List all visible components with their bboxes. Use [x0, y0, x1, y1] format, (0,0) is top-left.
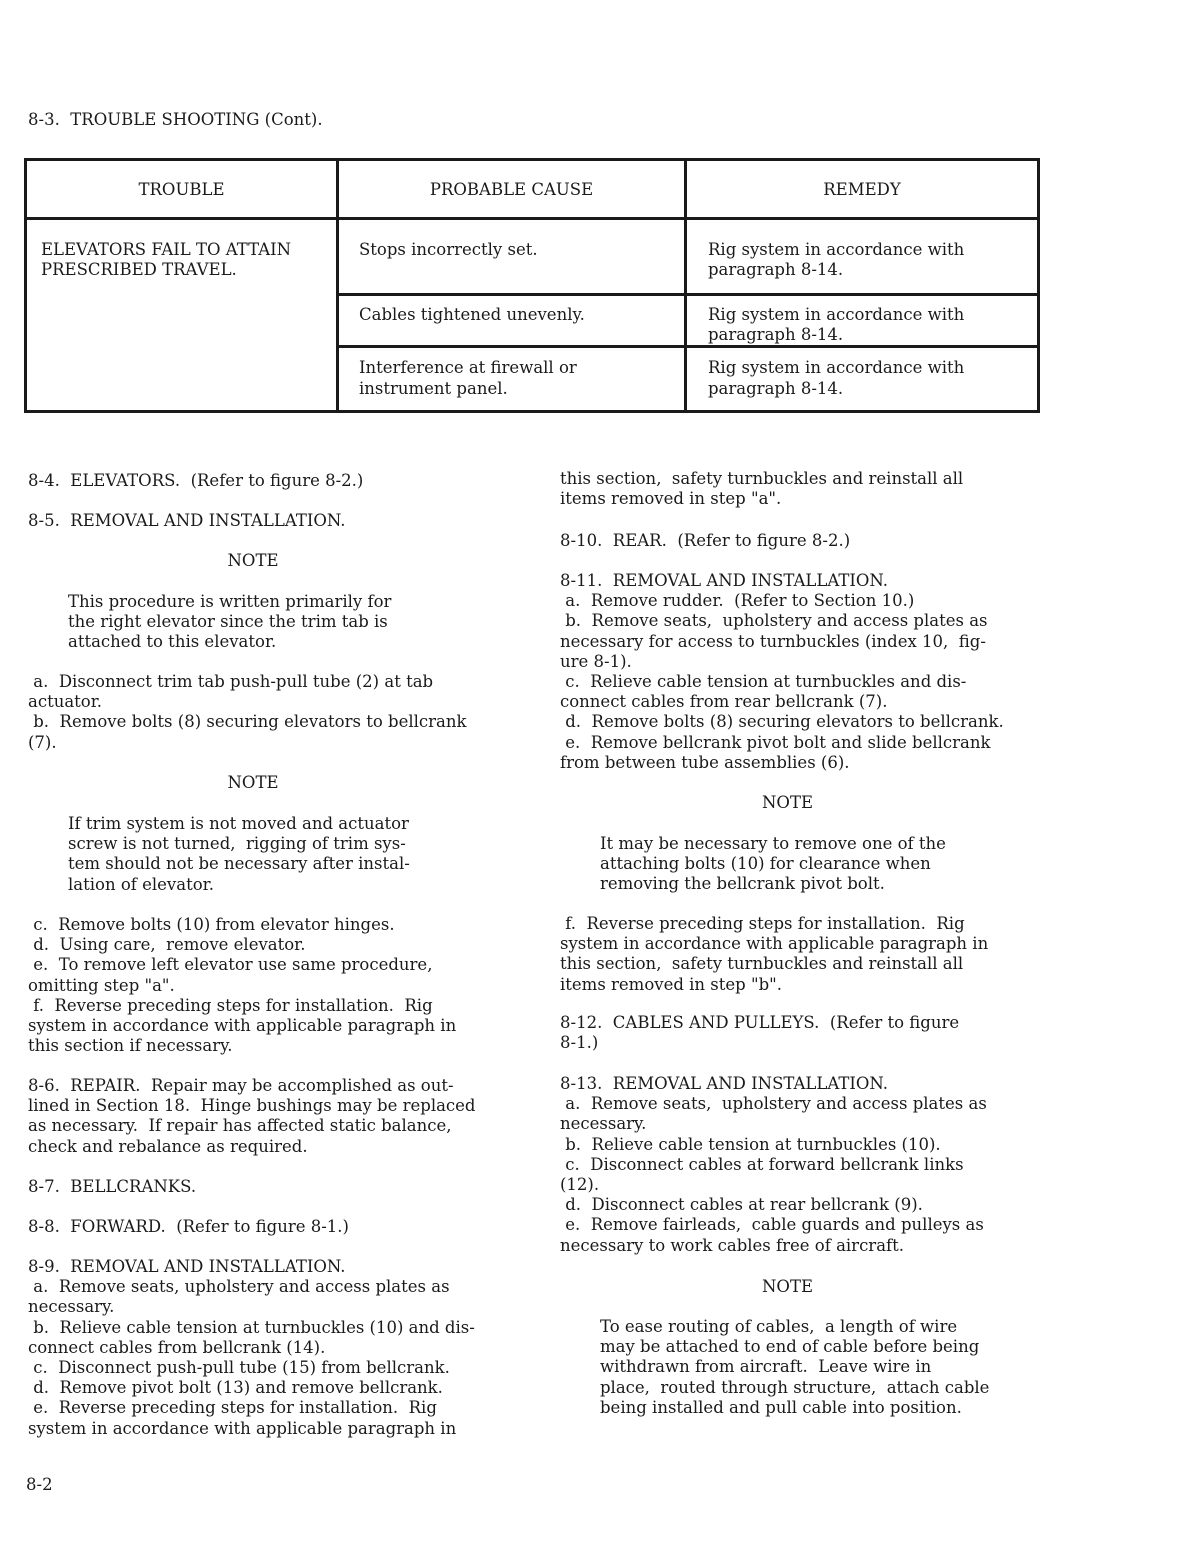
- procedure-steps: [560, 914, 988, 995]
- section-8-13: [560, 1074, 987, 1256]
- step-line: omitting step "a".: [28, 975, 175, 995]
- step-line: a. Disconnect trim tab push-pull tube (2) at tab: [28, 672, 434, 691]
- note-block: [600, 834, 946, 895]
- step-line: connect cables from bellcrank (14).: [28, 1337, 326, 1357]
- repair-line: lined in Section 18. Hinge bushings may be replaced: [28, 1096, 476, 1116]
- note-line: attaching bolts (10) for clearance when: [600, 854, 931, 874]
- note-block: [68, 592, 391, 653]
- step-line: necessary.: [560, 1114, 647, 1134]
- note-line: removing the bellcrank pivot bolt.: [600, 874, 885, 894]
- text-line: items removed in step "a".: [560, 489, 782, 509]
- note-line: tem should not be necessary after instal-: [68, 854, 410, 874]
- step-line: b. Relieve cable tension at turnbuckles (10) and dis-: [28, 1317, 475, 1337]
- step-line: e. Remove bellcrank pivot bolt and slide bellcrank: [560, 732, 991, 752]
- step-line: b. Remove bolts (8) securing elevators to bellcrank: [28, 712, 467, 732]
- note-label: NOTE: [227, 551, 279, 570]
- heading-8-12-cables: [560, 1013, 959, 1053]
- note-line: This procedure is written primarily for: [68, 592, 392, 611]
- remedy-line: Rig system in accordance with: [708, 305, 965, 324]
- repair-line: as necessary. If repair has affected static balance,: [28, 1116, 452, 1136]
- step-line: necessary for access to turnbuckles (index 10, fig-: [560, 631, 986, 651]
- header-probable-cause: PROBABLE CAUSE: [338, 160, 686, 219]
- step-line: system in accordance with applicable paragraph in: [28, 1418, 457, 1438]
- header-remedy: REMEDY: [686, 160, 1039, 219]
- header-trouble: TROUBLE: [26, 160, 338, 219]
- section-8-9: [28, 1257, 475, 1439]
- note-line: It may be necessary to remove one of the: [600, 834, 946, 853]
- cause-line: Stops incorrectly set.: [359, 240, 538, 259]
- step-line: system in accordance with applicable paragraph in: [560, 934, 989, 954]
- step-line: c. Remove bolts (10) from elevator hinges.: [28, 915, 395, 934]
- cause-line: instrument panel.: [359, 378, 508, 398]
- remedy-line: paragraph 8-14.: [708, 378, 844, 398]
- step-line: b. Relieve cable tension at turnbuckles (10).: [560, 1134, 941, 1154]
- step-line: items removed in step "b".: [560, 974, 782, 994]
- note-line: If trim system is not moved and actuator: [68, 814, 409, 833]
- cause-line: Cables tightened unevenly.: [359, 305, 585, 324]
- section-heading: 8-3. TROUBLE SHOOTING (Cont).: [28, 110, 323, 129]
- step-line: f. Reverse preceding steps for installation. Rig: [560, 914, 965, 933]
- step-line: a. Remove rudder. (Refer to Section 10.): [560, 591, 915, 611]
- step-line: this section, safety turnbuckles and reinstall all: [560, 954, 964, 974]
- step-line: 8-9. REMOVAL AND INSTALLATION.: [28, 1257, 346, 1276]
- step-line: d. Remove bolts (8) securing elevators to bellcrank.: [560, 712, 1004, 732]
- note-block: [600, 1317, 989, 1418]
- heading-8-7-bellcranks: 8-7. BELLCRANKS.: [28, 1177, 197, 1196]
- trouble-line: ELEVATORS FAIL TO ATTAIN: [41, 240, 292, 259]
- text-line: this section, safety turnbuckles and reinstall all: [560, 469, 964, 488]
- cause-cell: [338, 219, 686, 295]
- step-line: from between tube assemblies (6).: [560, 752, 850, 772]
- step-line: actuator.: [28, 692, 103, 712]
- note-label: NOTE: [227, 773, 279, 792]
- heading-line: 8-12. CABLES AND PULLEYS. (Refer to figure: [560, 1013, 960, 1032]
- remedy-cell: [686, 295, 1039, 347]
- trouble-line: PRESCRIBED TRAVEL.: [41, 260, 237, 280]
- heading-8-10-rear: 8-10. REAR. (Refer to figure 8-2.): [560, 531, 851, 550]
- cause-line: Interference at firewall or: [359, 358, 577, 378]
- note-line: the right elevator since the trim tab is: [68, 612, 388, 632]
- note-line: screw is not turned, rigging of trim sys-: [68, 834, 406, 854]
- remedy-cell: [686, 219, 1039, 295]
- step-line: f. Reverse preceding steps for installation. Rig: [28, 995, 433, 1015]
- trouble-cell: [26, 219, 338, 412]
- step-line: necessary to work cables free of aircraft.: [560, 1235, 905, 1255]
- step-line: system in accordance with applicable paragraph in: [28, 1015, 457, 1035]
- cause-cell: [338, 347, 686, 412]
- step-line: c. Disconnect push-pull tube (15) from bellcrank.: [28, 1357, 450, 1377]
- step-line: a. Remove seats, upholstery and access plates as: [560, 1094, 987, 1114]
- step-line: this section if necessary.: [28, 1036, 233, 1056]
- note-label: NOTE: [761, 793, 813, 812]
- repair-paragraph: [28, 1076, 476, 1157]
- note-line: being installed and pull cable into position.: [600, 1397, 962, 1417]
- step-line: d. Disconnect cables at rear bellcrank (9).: [560, 1195, 923, 1215]
- step-line: d. Remove pivot bolt (13) and remove bellcrank.: [28, 1378, 443, 1398]
- remedy-line: paragraph 8-14.: [708, 260, 844, 280]
- note-line: withdrawn from aircraft. Leave wire in: [600, 1357, 932, 1377]
- step-line: (7).: [28, 732, 57, 752]
- step-line: e. Remove fairleads, cable guards and pulleys as: [560, 1215, 984, 1235]
- step-line: e. Reverse preceding steps for installation. Rig: [28, 1398, 437, 1418]
- step-line: 8-11. REMOVAL AND INSTALLATION.: [560, 571, 889, 590]
- repair-line: 8-6. REPAIR. Repair may be accomplished as out-: [28, 1076, 454, 1095]
- note-line: place, routed through structure, attach cable: [600, 1377, 990, 1397]
- note-line: To ease routing of cables, a length of wire: [600, 1317, 958, 1336]
- remedy-line: paragraph 8-14.: [708, 325, 844, 345]
- step-line: connect cables from rear bellcrank (7).: [560, 692, 888, 712]
- procedure-steps: [28, 915, 456, 1056]
- repair-line: check and rebalance as required.: [28, 1136, 308, 1156]
- note-line: lation of elevator.: [68, 874, 214, 894]
- remedy-line: Rig system in accordance with: [708, 240, 965, 259]
- step-line: c. Disconnect cables at forward bellcrank links: [560, 1154, 964, 1174]
- continued-paragraph: [560, 469, 963, 509]
- step-line: (12).: [560, 1174, 600, 1194]
- note-line: may be attached to end of cable before being: [600, 1337, 980, 1357]
- trouble-shooting-table: [24, 158, 1040, 413]
- step-line: e. To remove left elevator use same procedure,: [28, 955, 433, 975]
- remedy-line: Rig system in accordance with: [708, 358, 965, 378]
- note-label: NOTE: [761, 1277, 813, 1296]
- step-line: b. Remove seats, upholstery and access plates as: [560, 611, 988, 631]
- step-line: d. Using care, remove elevator.: [28, 935, 306, 955]
- step-line: a. Remove seats, upholstery and access plates as: [28, 1277, 450, 1297]
- section-8-11: [560, 571, 1004, 773]
- step-line: c. Relieve cable tension at turnbuckles and dis-: [560, 671, 967, 691]
- step-line: necessary.: [28, 1297, 115, 1317]
- heading-8-5-removal: 8-5. REMOVAL AND INSTALLATION.: [28, 511, 346, 530]
- note-line: attached to this elevator.: [68, 632, 277, 652]
- procedure-steps: [28, 672, 466, 753]
- step-line: 8-13. REMOVAL AND INSTALLATION.: [560, 1074, 889, 1093]
- page-number: 8-2: [26, 1475, 53, 1494]
- cause-cell: [338, 295, 686, 347]
- note-block: [68, 814, 410, 895]
- heading-8-8-forward: 8-8. FORWARD. (Refer to figure 8-1.): [28, 1217, 349, 1236]
- remedy-cell: [686, 347, 1039, 412]
- heading-line: 8-1.): [560, 1033, 599, 1053]
- table-header-row: [26, 160, 1039, 219]
- table-row: [26, 219, 1039, 295]
- step-line: ure 8-1).: [560, 651, 632, 671]
- heading-8-4-elevators: 8-4. ELEVATORS. (Refer to figure 8-2.): [28, 471, 364, 490]
